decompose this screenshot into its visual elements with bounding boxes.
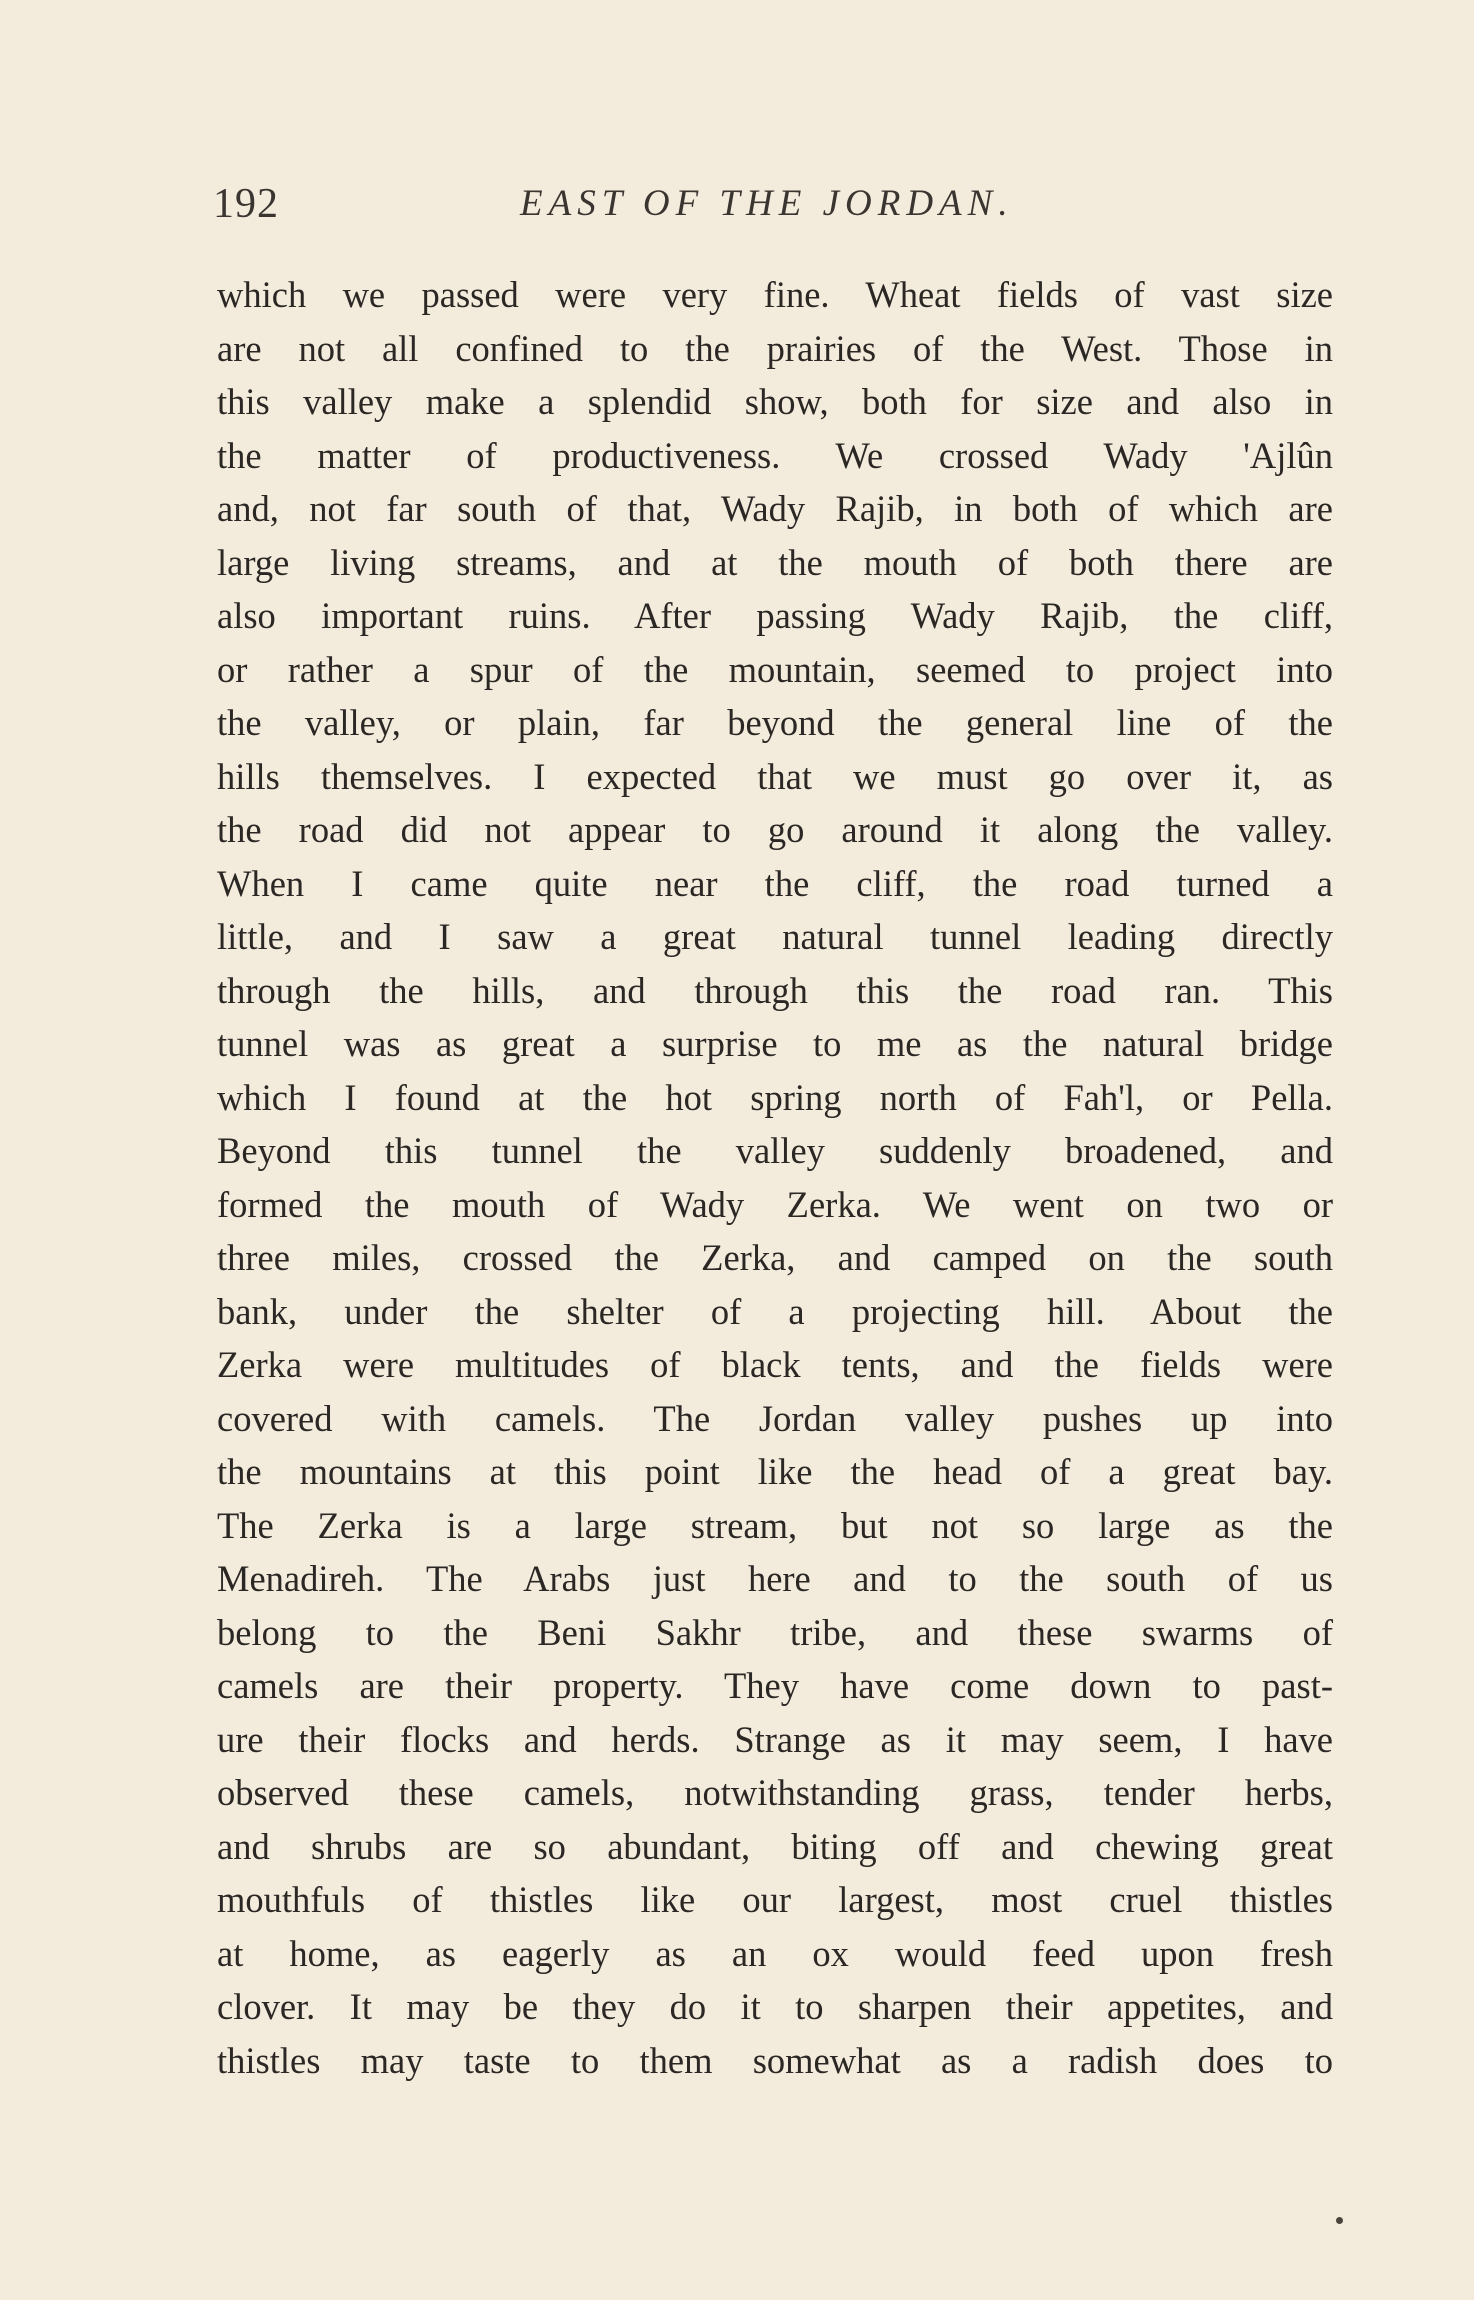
text-line: or rather a spur of the mountain, seemed to project into bbox=[217, 648, 1333, 690]
text-line: Beyond this tunnel the valley suddenly broadened, and bbox=[217, 1130, 1333, 1171]
text-line: large living streams, and at the mouth of both there are bbox=[217, 541, 1333, 583]
text-line: are not all confined to the prairies of the West. Those in bbox=[217, 327, 1333, 369]
text-line: clover. It may be they do it to sharpen their appetites, and bbox=[217, 1986, 1333, 2027]
text-line: this valley make a splendid show, both for size and also in bbox=[217, 381, 1333, 422]
text-line: three miles, crossed the Zerka, and camped on the south bbox=[217, 1237, 1333, 1278]
text-line: thistles may taste to them somewhat as a radish does to bbox=[217, 2039, 1333, 2081]
text-line: observed these camels, notwithstanding grass, tender herbs, bbox=[217, 1772, 1333, 1813]
text-line: which we passed were very fine. Wheat fields of vast size bbox=[217, 274, 1333, 315]
text-line: formed the mouth of Wady Zerka. We went on two or bbox=[217, 1183, 1333, 1225]
text-line: bank, under the shelter of a projecting hill. About the bbox=[217, 1290, 1333, 1332]
text-line: the road did not appear to go around it along the valley. bbox=[217, 809, 1333, 850]
text-line: through the hills, and through this the road ran. This bbox=[217, 969, 1333, 1011]
text-line: belong to the Beni Sakhr tribe, and these swarms of bbox=[217, 1611, 1333, 1653]
text-line: which I found at the hot spring north of Fah'l, or Pella. bbox=[217, 1076, 1333, 1118]
text-line: The Zerka is a large stream, but not so large as the bbox=[217, 1504, 1333, 1546]
text-line: the mountains at this point like the head of a great bay. bbox=[217, 1451, 1333, 1492]
body-text bbox=[217, 268, 1333, 2087]
text-line: and, not far south of that, Wady Rajib, in both of which are bbox=[217, 488, 1333, 529]
text-line: covered with camels. The Jordan valley pushes up into bbox=[217, 1397, 1333, 1439]
text-line: the valley, or plain, far beyond the general line of the bbox=[217, 702, 1333, 743]
text-line: camels are their property. They have come down to past- bbox=[217, 1665, 1333, 1706]
text-line: tunnel was as great a surprise to me as the natural bridge bbox=[217, 1023, 1333, 1064]
text-line: and shrubs are so abundant, biting off and chewing great bbox=[217, 1825, 1333, 1867]
text-line: little, and I saw a great natural tunnel leading directly bbox=[217, 916, 1333, 957]
text-line: When I came quite near the cliff, the road turned a bbox=[217, 862, 1333, 904]
text-line: also important ruins. After passing Wady Rajib, the cliff, bbox=[217, 595, 1333, 636]
text-line: the matter of productiveness. We crossed Wady 'Ajlûn bbox=[217, 434, 1333, 476]
text-line: hills themselves. I expected that we must go over it, as bbox=[217, 755, 1333, 797]
text-line: Menadireh. The Arabs just here and to the south of us bbox=[217, 1558, 1333, 1599]
text-line: at home, as eagerly as an ox would feed upon fresh bbox=[217, 1932, 1333, 1974]
running-title: EAST OF THE JORDAN. bbox=[520, 183, 1014, 224]
text-line: Zerka were multitudes of black tents, and the fields were bbox=[217, 1344, 1333, 1385]
page-number: 192 bbox=[213, 181, 279, 227]
printers-mark bbox=[1336, 2217, 1343, 2224]
text-line: ure their flocks and herds. Strange as it may seem, I have bbox=[217, 1718, 1333, 1760]
text-line: mouthfuls of thistles like our largest, most cruel thistles bbox=[217, 1879, 1333, 1920]
